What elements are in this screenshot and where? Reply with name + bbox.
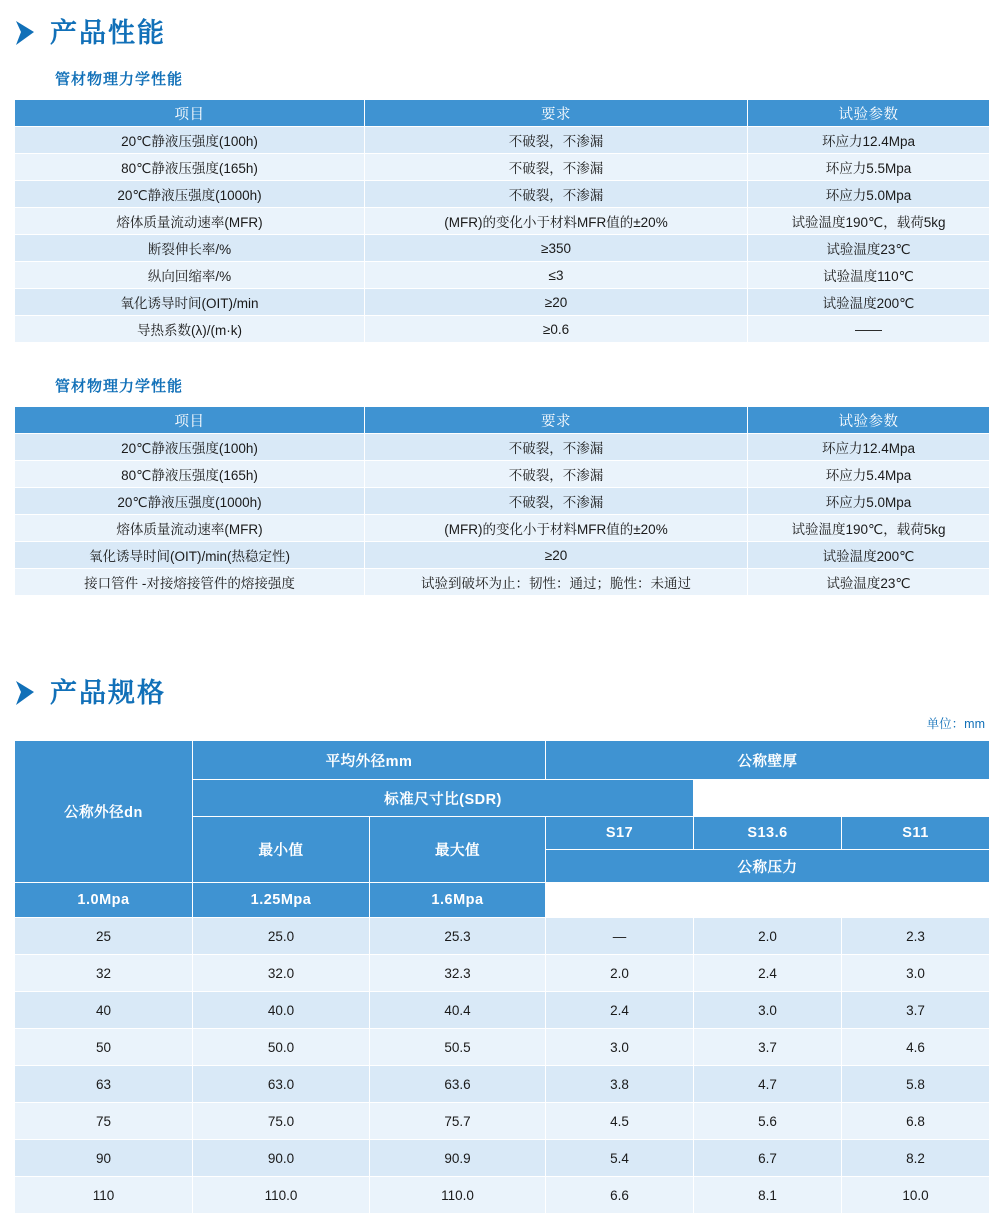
table-row <box>15 1140 990 1177</box>
cell-requirement: ≥0.6 <box>365 316 748 343</box>
cell-item: 20℃静液压强度(100h) <box>15 127 365 154</box>
cell-s136: 6.7 <box>694 1140 842 1177</box>
cell-max: 32.3 <box>370 955 546 992</box>
cell-max: 75.7 <box>370 1103 546 1140</box>
cell-s136: 2.4 <box>694 955 842 992</box>
cell-s17: 4.5 <box>546 1103 694 1140</box>
column-header-sdr-s17: S17 <box>546 817 694 850</box>
cell-requirement: ≤3 <box>365 262 748 289</box>
column-header-test-params: 试验参数 <box>748 407 990 434</box>
table-row <box>15 515 990 542</box>
cell-requirement: ≥20 <box>365 542 748 569</box>
chevron-right-icon <box>14 678 38 708</box>
cell-max: 63.6 <box>370 1066 546 1103</box>
cell-s11: 4.6 <box>842 1029 990 1066</box>
cell-test-params: 试验温度190℃，载荷5kg <box>748 515 990 542</box>
table-row <box>15 542 990 569</box>
column-header-pressure-10: 1.0Mpa <box>15 883 193 918</box>
cell-test-params: —— <box>748 316 990 343</box>
cell-test-params: 环应力5.5Mpa <box>748 154 990 181</box>
table-header-row <box>15 741 990 780</box>
table-row <box>15 235 990 262</box>
cell-requirement: 不破裂，不渗漏 <box>365 154 748 181</box>
cell-s17: 3.0 <box>546 1029 694 1066</box>
table-row <box>15 992 990 1029</box>
cell-min: 50.0 <box>193 1029 370 1066</box>
cell-item: 断裂伸长率/% <box>15 235 365 262</box>
cell-dn: 32 <box>15 955 193 992</box>
column-header-min-value: 最小值 <box>193 817 370 883</box>
cell-dn: 110 <box>15 1177 193 1214</box>
cell-test-params: 环应力5.4Mpa <box>748 461 990 488</box>
cell-s17: 2.4 <box>546 992 694 1029</box>
cell-requirement: 不破裂，不渗漏 <box>365 488 748 515</box>
cell-max: 110.0 <box>370 1177 546 1214</box>
cell-requirement: 不破裂，不渗漏 <box>365 127 748 154</box>
column-header-sdr-s11: S11 <box>842 817 990 850</box>
cell-requirement: (MFR)的变化小于材料MFR值的±20% <box>365 208 748 235</box>
cell-s136: 8.1 <box>694 1177 842 1214</box>
cell-s11: 3.7 <box>842 992 990 1029</box>
cell-s17: — <box>546 918 694 955</box>
cell-min: 63.0 <box>193 1066 370 1103</box>
cell-item: 氧化诱导时间(OIT)/min(热稳定性) <box>15 542 365 569</box>
table-header-row <box>15 407 990 434</box>
cell-item: 20℃静液压强度(100h) <box>15 434 365 461</box>
column-header-wall-thickness: 公称壁厚 <box>546 741 990 780</box>
table-row <box>15 918 990 955</box>
cell-item: 熔体质量流动速率(MFR) <box>15 208 365 235</box>
table-row <box>15 262 990 289</box>
table-row <box>15 1066 990 1103</box>
cell-dn: 63 <box>15 1066 193 1103</box>
cell-item: 熔体质量流动速率(MFR) <box>15 515 365 542</box>
cell-s11: 2.3 <box>842 918 990 955</box>
column-header-test-params: 试验参数 <box>748 100 990 127</box>
cell-test-params: 试验温度190℃，载荷5kg <box>748 208 990 235</box>
cell-requirement: 不破裂，不渗漏 <box>365 434 748 461</box>
cell-test-params: 环应力5.0Mpa <box>748 488 990 515</box>
table-row <box>15 434 990 461</box>
table-row <box>15 154 990 181</box>
cell-item: 氧化诱导时间(OIT)/min <box>15 289 365 316</box>
performance-table-2 <box>14 406 990 596</box>
cell-max: 90.9 <box>370 1140 546 1177</box>
cell-test-params: 环应力12.4Mpa <box>748 434 990 461</box>
cell-s17: 6.6 <box>546 1177 694 1214</box>
cell-dn: 75 <box>15 1103 193 1140</box>
table-row <box>15 1029 990 1066</box>
cell-s136: 4.7 <box>694 1066 842 1103</box>
subtitle-performance-table-2: 管材物理力学性能 <box>55 378 184 395</box>
column-header-item: 项目 <box>15 100 365 127</box>
table-row <box>15 955 990 992</box>
cell-requirement: 试验到破坏为止：韧性：通过；脆性：未通过 <box>365 569 748 596</box>
cell-item: 20℃静液压强度(1000h) <box>15 181 365 208</box>
column-header-pressure-125: 1.25Mpa <box>193 883 370 918</box>
cell-min: 110.0 <box>193 1177 370 1214</box>
cell-item: 导热系数(λ)/(m·k) <box>15 316 365 343</box>
table-row <box>15 289 990 316</box>
cell-s11: 5.8 <box>842 1066 990 1103</box>
table-row <box>15 316 990 343</box>
cell-s11: 6.8 <box>842 1103 990 1140</box>
specification-table <box>14 740 990 1214</box>
section-header-specification <box>0 678 1000 708</box>
cell-requirement: 不破裂，不渗漏 <box>365 181 748 208</box>
cell-max: 50.5 <box>370 1029 546 1066</box>
cell-dn: 40 <box>15 992 193 1029</box>
table-row <box>15 181 990 208</box>
cell-s11: 8.2 <box>842 1140 990 1177</box>
cell-s136: 2.0 <box>694 918 842 955</box>
cell-s136: 3.7 <box>694 1029 842 1066</box>
cell-max: 40.4 <box>370 992 546 1029</box>
cell-requirement: ≥20 <box>365 289 748 316</box>
table-row <box>15 127 990 154</box>
table-row <box>15 1177 990 1214</box>
cell-dn: 50 <box>15 1029 193 1066</box>
cell-min: 32.0 <box>193 955 370 992</box>
cell-s11: 3.0 <box>842 955 990 992</box>
cell-dn: 90 <box>15 1140 193 1177</box>
cell-min: 25.0 <box>193 918 370 955</box>
unit-note: 单位：mm <box>926 717 985 731</box>
cell-s17: 3.8 <box>546 1066 694 1103</box>
cell-min: 75.0 <box>193 1103 370 1140</box>
subtitle-performance-table-1: 管材物理力学性能 <box>55 71 184 88</box>
cell-item: 80℃静液压强度(165h) <box>15 154 365 181</box>
table-row <box>15 569 990 596</box>
column-header-nominal-pressure: 公称压力 <box>546 850 990 883</box>
cell-test-params: 试验温度110℃ <box>748 262 990 289</box>
chevron-right-icon <box>14 18 38 48</box>
column-header-nominal-diameter: 公称外径dn <box>15 741 193 883</box>
cell-dn: 25 <box>15 918 193 955</box>
column-header-max-value: 最大值 <box>370 817 546 883</box>
page-title-specification: 产品规格 <box>50 677 166 708</box>
table-row <box>15 1103 990 1140</box>
cell-test-params: 试验温度23℃ <box>748 569 990 596</box>
cell-item: 接口管件 -对接熔接管件的熔接强度 <box>15 569 365 596</box>
column-header-pressure-16: 1.6Mpa <box>370 883 546 918</box>
column-header-sdr-s136: S13.6 <box>694 817 842 850</box>
table-row <box>15 488 990 515</box>
cell-requirement: (MFR)的变化小于材料MFR值的±20% <box>365 515 748 542</box>
table-header-row <box>15 883 990 918</box>
cell-item: 80℃静液压强度(165h) <box>15 461 365 488</box>
cell-s17: 5.4 <box>546 1140 694 1177</box>
table-header-row <box>15 100 990 127</box>
cell-test-params: 试验温度23℃ <box>748 235 990 262</box>
cell-test-params: 环应力5.0Mpa <box>748 181 990 208</box>
cell-s136: 3.0 <box>694 992 842 1029</box>
cell-requirement: ≥350 <box>365 235 748 262</box>
column-header-average-od: 平均外径mm <box>193 741 546 780</box>
column-header-sdr: 标准尺寸比(SDR) <box>193 780 694 817</box>
cell-max: 25.3 <box>370 918 546 955</box>
column-header-requirement: 要求 <box>365 407 748 434</box>
page-title-performance: 产品性能 <box>50 17 166 48</box>
column-header-item: 项目 <box>15 407 365 434</box>
cell-min: 40.0 <box>193 992 370 1029</box>
table-row <box>15 208 990 235</box>
cell-s136: 5.6 <box>694 1103 842 1140</box>
cell-s17: 2.0 <box>546 955 694 992</box>
table-row <box>15 461 990 488</box>
cell-test-params: 试验温度200℃ <box>748 289 990 316</box>
cell-item: 纵向回缩率/% <box>15 262 365 289</box>
column-header-requirement: 要求 <box>365 100 748 127</box>
cell-min: 90.0 <box>193 1140 370 1177</box>
cell-test-params: 环应力12.4Mpa <box>748 127 990 154</box>
cell-s11: 10.0 <box>842 1177 990 1214</box>
cell-requirement: 不破裂，不渗漏 <box>365 461 748 488</box>
cell-item: 20℃静液压强度(1000h) <box>15 488 365 515</box>
performance-table-1 <box>14 99 990 343</box>
section-header-performance <box>0 18 1000 48</box>
cell-test-params: 试验温度200℃ <box>748 542 990 569</box>
